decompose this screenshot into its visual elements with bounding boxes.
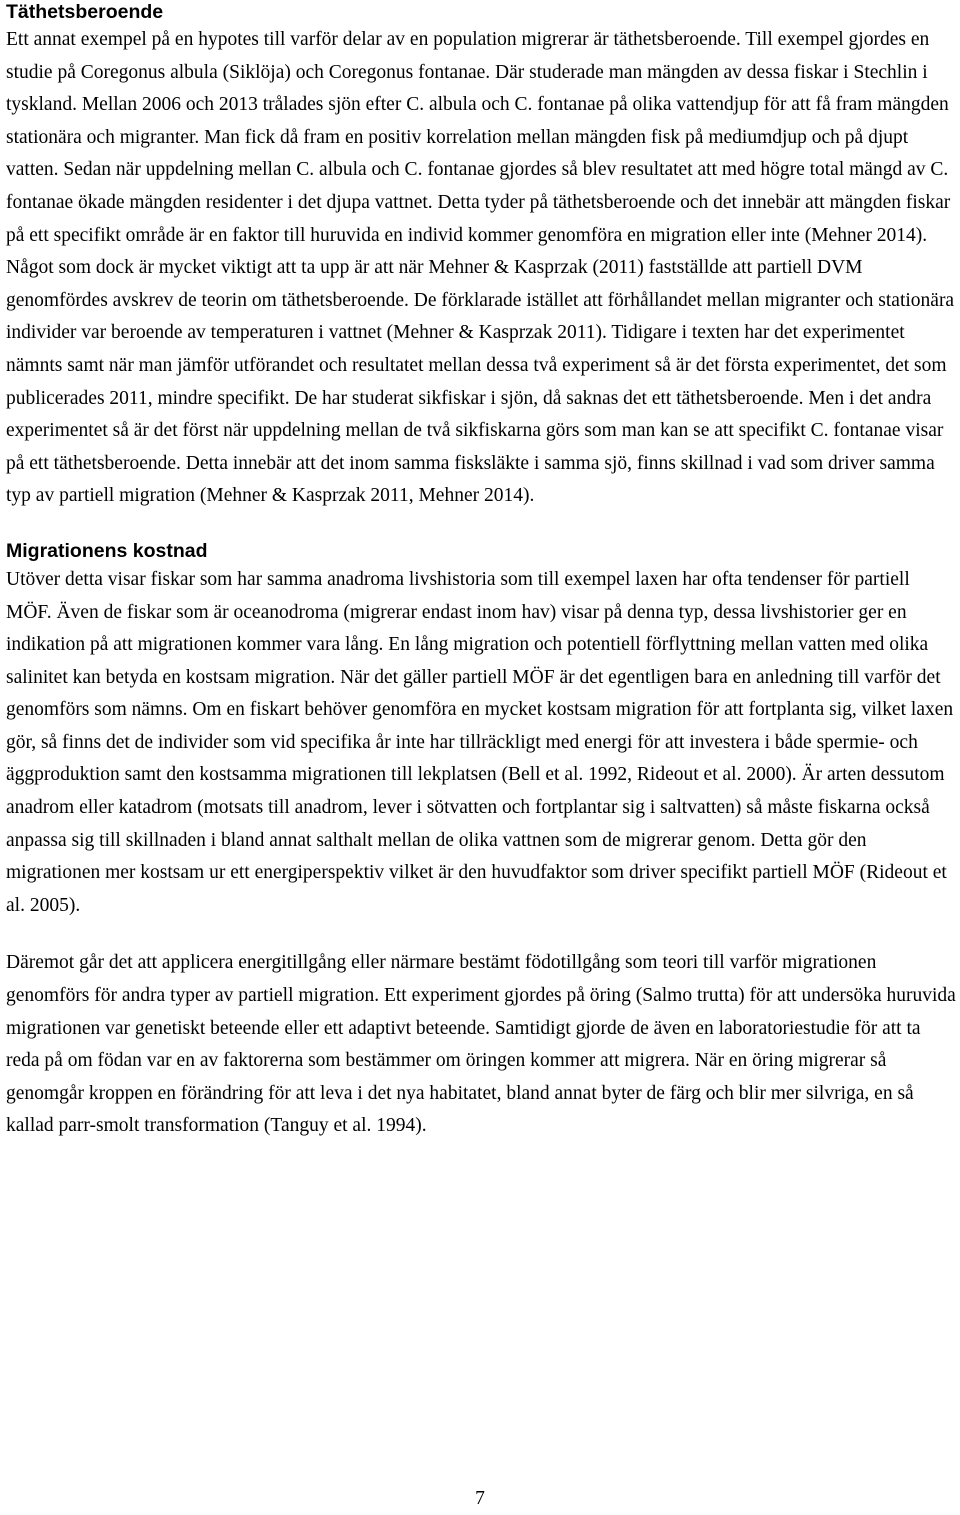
section-heading-migrationens-kostnad: Migrationens kostnad — [6, 539, 208, 562]
paragraph-migrationens-kostnad-1: Utöver detta visar fiskar som har samma anadroma livshistoria som till exempel laxen har ofta tendenser för partiell MÖF. Även de fiskar som är oceanodroma (migrerar endast inom hav) visar på denna typ, dessa livshistorier ger en indikation på att migrationen kommer vara lång. En lång migration och potentiell förflyttning mellan vatten med olika salinitet kan betyda en kostsam migration. När det gäller partiell MÖF är det egentligen bara en anledning till varför det genomförs som nämns. Om en fiskart behöver genomföra en mycket kostsam migration för att fortplanta sig, vilket laxen gör, så finns det de individer som vid specifika år inte har tillräckligt med energi för att investera i både spermie- och äggproduktion samt den kostsamma migrationen till lekplatsen (Bell et al. 1992, Rideout et al. 2000). Är arten dessutom anadrom eller katadrom (motsats till anadrom, lever i sötvatten och fortplantar sig i saltvatten) så måste fiskarna också anpassa sig till skillnaden i bland annat salthalt mellan de olika vattnen som de migrerar genom. Detta gör den migrationen mer kostsam ur ett energiperspektiv vilket är den huvudfaktor som driver specifikt partiell MÖF (Rideout et al. 2005). — [6, 568, 954, 916]
document-page — [6, 0, 958, 1143]
page-number: 7 — [475, 1488, 485, 1509]
paragraph-migrationens-kostnad-2: Däremot går det att applicera energitillgång eller närmare bestämt födotillgång som teori till varför migrationen genomförs för andra typer av partiell migration. Ett experiment gjordes på öring (Salmo trutta) för att undersöka huruvida migrationen var genetiskt beteende eller ett adaptivt beteende. Samtidigt gjorde de även en laboratoriestudie för att ta reda på om födan var en av faktorerna som bestämmer om öringen kommer att migrera. När en öring migrerar så genomgår kroppen en förändring för att leva i det nya habitatet, bland annat byter de färg och blir mer silvriga, en så kallad parr-smolt transformation (Tanguy et al. 1994). — [6, 952, 956, 1137]
section-heading-tathetsberoende: Täthetsberoende — [6, 1, 164, 23]
paragraph-tathetsberoende: Ett annat exempel på en hypotes till varför delar av en population migrerar är täthetsberoende. Till exempel gjordes en studie på Coregonus albula (Siklöja) och Coregonus fontanae. Där studerade man mängden av dessa fiskar i Stechlin i tyskland. Mellan 2006 och 2013 trålades sjön efter C. albula och C. fontanae på olika vattendjup för att få fram mängden stationära och migranter. Man fick då fram en positiv korrelation mellan mängden fisk på mediumdjup och på djupt vatten. Sedan när uppdelning mellan C. albula och C. fontanae gjordes så blev resultatet att med högre total mängd av C. fontanae ökade mängden residenter i det djupa vattnet. Detta tyder på täthetsberoende och det innebär att mängden fiskar på ett specifikt område är en faktor till huruvida en individ kommer genomföra en migration eller inte (Mehner 2014). Något som dock är mycket viktigt att ta upp är att när Mehner & Kasprzak (2011) fastställde att partiell DVM genomfördes avskrev de teorin om täthetsberoende. De förklarade istället att förhållandet mellan migranter och stationära individer var beroende av temperaturen i vattnet (Mehner & Kasprzak 2011). Tidigare i texten har det experimentet nämnts samt när man jämför utförandet och resultatet mellan dessa två experiment så är det första experimentet, det som publicerades 2011, mindre specifikt. De har studerat sikfiskar i sjön, då saknas det ett täthetsberoende. Men i det andra experimentet så är det först när uppdelning mellan de två sikfiskarna görs som man kan se att specifikt C. fontanae visar på ett täthetsberoende. Detta innebär att det inom samma fisksläkte i samma sjö, finns skillnad i vad som driver samma typ av partiell migration (Mehner & Kasprzak 2011, Mehner 2014). — [6, 29, 955, 507]
